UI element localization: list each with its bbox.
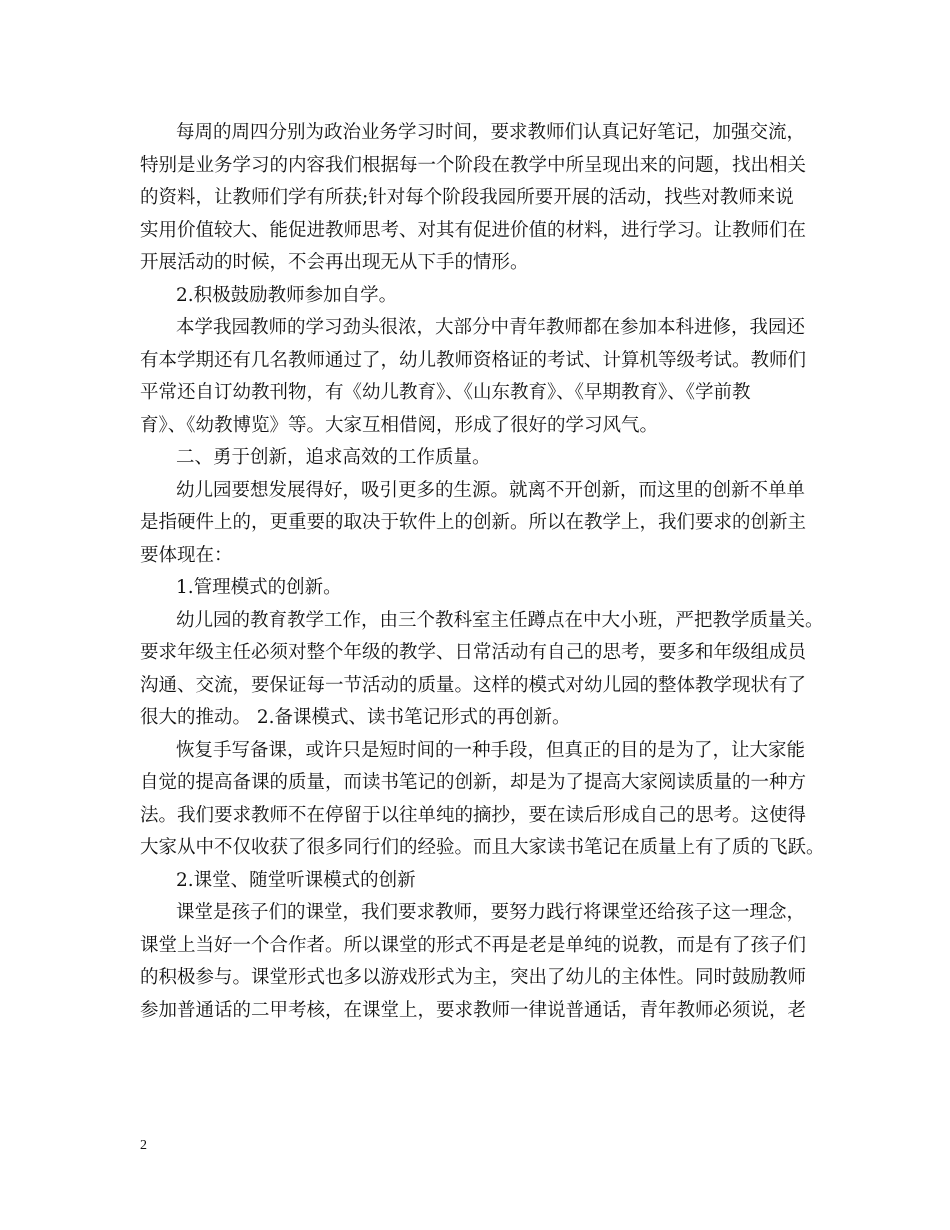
text-line: 平常还自订幼教刊物，有《幼儿教育》、《山东教育》、《早期教育》、《学前教 [140,382,751,403]
text-line: 育》、《幼教博览》等。大家互相借阅，形成了很好的学习风气。 [140,414,659,436]
text-line: 的积极参与。课堂形式也多以游戏形式为主，突出了幼儿的主体性。同时鼓励教师 [140,967,807,988]
document-body [140,117,825,1027]
text-line: 要求年级主任必须对整个年级的教学、日常活动有自己的思考，要多和年级组成员 [140,642,807,663]
text-line: 很大的推动。 2.备课模式、读书笔记形式的再创新。 [140,707,571,728]
page-number: 2 [140,1138,147,1153]
text-line: 法。我们要求教师不在停留于以往单纯的摘抄，要在读后形成自己的思考。这使得 [140,804,807,826]
section-heading: 二、勇于创新，追求高效的工作质量。 [176,447,491,468]
text-line: 是指硬件上的，更重要的取决于软件上的创新。所以在教学上，我们要求的创新主 [140,512,807,533]
subsection-heading: 2.课堂、随堂听课模式的创新 [176,869,416,891]
text-line: 课堂上当好一个合作者。所以课堂的形式不再是老是单纯的说教，而是有了孩子们 [140,934,807,956]
text-line: 大家从中不仅收获了很多同行们的经验。而且大家读书笔记在质量上有了质的飞跃。 [140,837,825,858]
text-line: 的资料，让教师们学有所获;针对每个阶段我园所要开展的活动，找些对教师来说 [140,187,794,208]
text-line: 课堂是孩子们的课堂，我们要求教师，要努力践行将课堂还给孩子这一理念， [176,902,806,923]
text-line: 恢复手写备课，或许只是短时间的一种手段，但真正的目的是为了，让大家能 [176,739,806,761]
text-line: 有本学期还有几名教师通过了，幼儿教师资格证的考试、计算机等级考试。教师们 [140,349,807,371]
text-line: 实用价值较大、能促进教师思考、对其有促进价值的材料，进行学习。让教师们在 [140,219,807,241]
text-line: 自觉的提高备课的质量，而读书笔记的创新，却是为了提高大家阅读质量的一种方 [140,772,807,793]
text-line: 参加普通话的二甲考核，在课堂上，要求教师一律说普通话，青年教师必须说，老 [140,999,807,1021]
text-line: 沟通、交流，要保证每一节活动的质量。这样的模式对幼儿园的整体教学现状有了 [140,674,807,696]
subsection-heading: 1.管理模式的创新。 [176,577,342,598]
text-line: 每周的周四分别为政治业务学习时间，要求教师们认真记好笔记，加强交流， [176,122,806,143]
text-line: 幼儿园的教育教学工作，由三个教科室主任蹲点在中大小班，严把教学质量关。 [176,609,824,631]
text-line: 要体现在： [140,544,233,566]
text-line: 2.积极鼓励教师参加自学。 [176,284,398,306]
text-line: 幼儿园要想发展得好，吸引更多的生源。就离不开创新，而这里的创新不单单 [176,479,806,501]
text-line: 本学我园教师的学习劲头很浓，大部分中青年教师都在参加本科进修，我园还 [176,317,806,338]
text-line: 特别是业务学习的内容我们根据每一个阶段在教学中所呈现出来的问题，找出相关 [140,154,807,176]
text-line: 开展活动的时候，不会再出现无从下手的情形。 [140,252,529,273]
